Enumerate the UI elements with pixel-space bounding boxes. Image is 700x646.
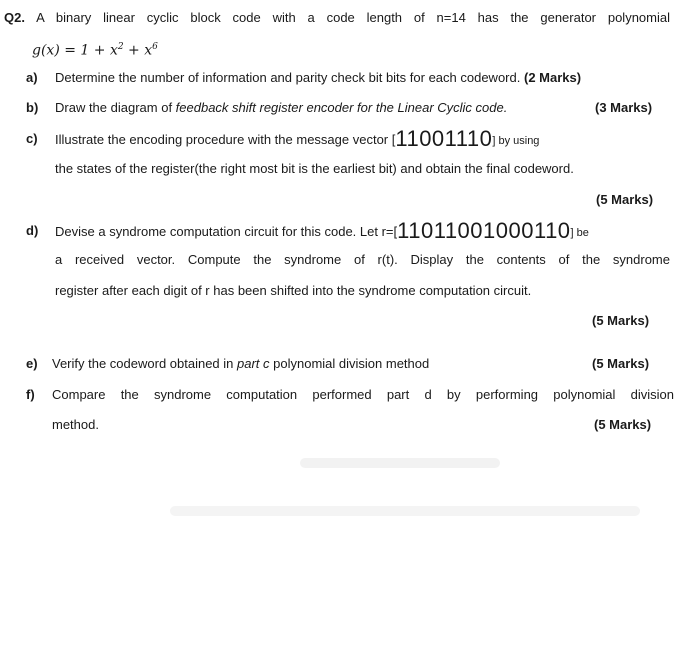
part-b-marks: (3 Marks) bbox=[595, 100, 653, 115]
part-d-line2: a received vector. Compute the syndrome of r(t). Display the contents of the syndrome bbox=[55, 252, 670, 267]
bleed-through-smudge bbox=[300, 458, 500, 468]
question-intro: A binary linear cyclic block code with a code length of n=14 has the generator polynomial bbox=[36, 10, 670, 25]
part-e-text: Verify the codeword obtained in part c polynomial division method bbox=[52, 356, 430, 371]
part-e-label: e) bbox=[26, 356, 38, 371]
question-intro-line bbox=[4, 9, 670, 27]
part-d-text: Devise a syndrome computation circuit for this code. Let r=[11011001000110] be bbox=[55, 218, 589, 243]
part-c-line2: the states of the register(the right most bit is the earliest bit) and obtain the final codeword. bbox=[55, 161, 574, 176]
part-c-marks: (5 Marks) bbox=[596, 192, 654, 207]
message-vector: 11001110 bbox=[395, 126, 493, 151]
received-vector: 11011001000110 bbox=[397, 218, 571, 243]
part-d-line3: register after each digit of r has been shifted into the syndrome computation circuit. bbox=[55, 283, 532, 298]
part-a-label: a) bbox=[26, 70, 38, 85]
part-c-label: c) bbox=[26, 131, 38, 146]
part-b-text: Draw the diagram of feedback shift register encoder for the Linear Cyclic code. bbox=[55, 100, 508, 115]
part-d-label: d) bbox=[26, 223, 39, 238]
question-number: Q2. bbox=[4, 10, 25, 25]
part-a-marks: (2 Marks) bbox=[523, 70, 582, 85]
part-b-label: b) bbox=[26, 100, 39, 115]
part-a-text: Determine the number of information and parity check bit bits for each codeword. (2 Marks) bbox=[55, 70, 582, 85]
part-c-text: Illustrate the encoding procedure with the message vector [11001110] by using bbox=[55, 126, 540, 151]
part-f-line2: method. bbox=[52, 417, 99, 432]
bleed-through-smudge bbox=[170, 506, 640, 516]
part-f-label: f) bbox=[26, 387, 35, 402]
part-f-text: Compare the syndrome computation performed part d by performing polynomial division bbox=[52, 387, 674, 402]
part-e-marks: (5 Marks) bbox=[592, 356, 650, 371]
part-f-marks: (5 Marks) bbox=[594, 417, 652, 432]
generator-polynomial: $g(x) = 1 + x^2 + x^6$ bbox=[32, 42, 158, 59]
part-d-marks: (5 Marks) bbox=[592, 313, 650, 328]
